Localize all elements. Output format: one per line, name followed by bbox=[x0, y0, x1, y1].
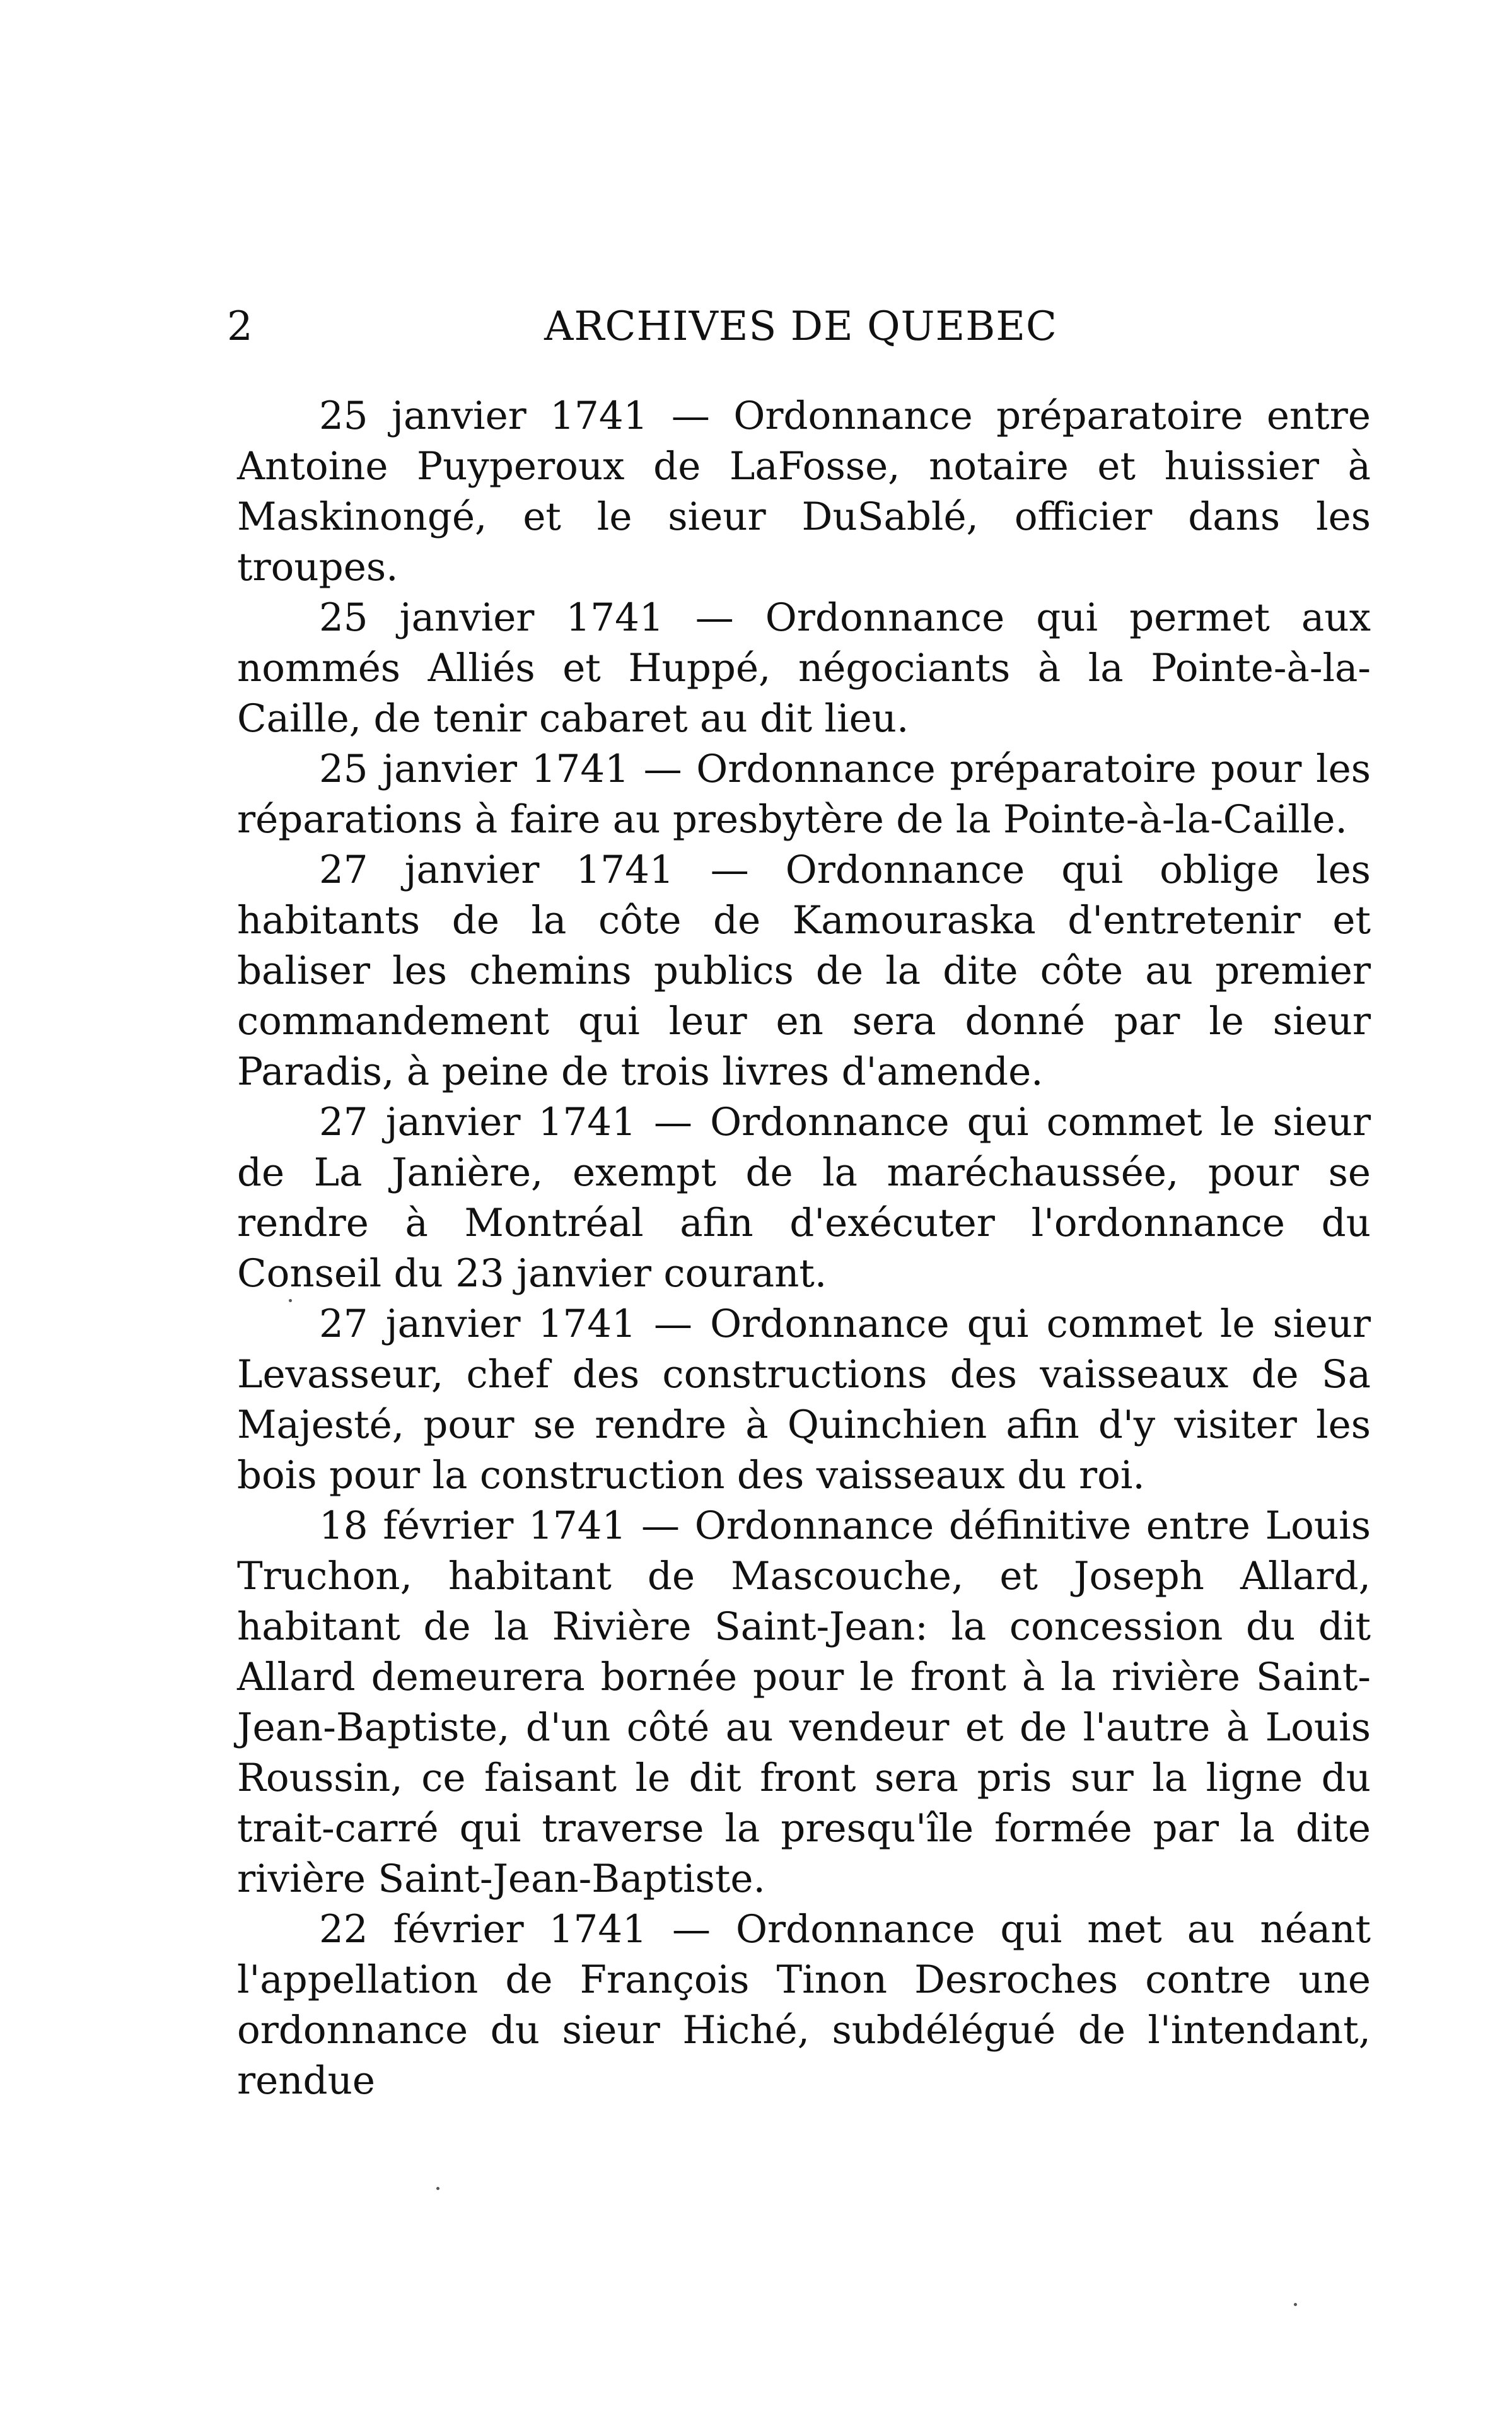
ordinance-entry: 18 février 1741 — Ordonnance définitive entre Louis Truchon, habitant de Mascouche, et Joseph Allard, habitant de la Rivière Saint-Jean: la concession du dit Allard demeurera bornée pour le front à la rivière Saint-Jean-Baptiste, d'un côté au vendeur et de l'autre à Louis Roussin, ce faisant le dit front sera pris sur la ligne du trait-carré qui traverse la presqu'île formée par la dite rivière Saint-Jean-Baptiste. bbox=[237, 1503, 1371, 1901]
page-number: 2 bbox=[227, 303, 253, 350]
page-header bbox=[227, 301, 1375, 352]
ordinance-entry: 25 janvier 1741 — Ordonnance qui permet aux nommés Alliés et Huppé, négociants à la Pointe-à-la-Caille, de tenir cabaret au dit lieu. bbox=[237, 595, 1371, 741]
ordinance-entry: 25 janvier 1741 — Ordonnance préparatoire entre Antoine Puyperoux de LaFosse, notaire et huissier à Maskinongé, et le sieur DuSablé, officier dans les troupes. bbox=[237, 393, 1371, 590]
scan-speck bbox=[436, 2187, 439, 2190]
ordinance-entry: 22 février 1741 — Ordonnance qui met au néant l'appellation de François Tinon Desroches contre une ordonnance du sieur Hiché, subdélégué de l'intendant, rendue bbox=[237, 1907, 1371, 2103]
ordinance-entry: 27 janvier 1741 — Ordonnance qui commet le sieur de La Janière, exempt de la maréchaussée, pour se rendre à Montréal afin d'exécuter l'ordonnance du Conseil du 23 janvier courant. bbox=[237, 1100, 1371, 1296]
running-title: ARCHIVES DE QUEBEC bbox=[544, 303, 1057, 350]
body-text bbox=[237, 391, 1371, 2106]
ordinance-entry: 25 janvier 1741 — Ordonnance préparatoire pour les réparations à faire au presbytère de la Pointe-à-la-Caille. bbox=[237, 747, 1371, 842]
scan-speck bbox=[1294, 2303, 1297, 2306]
ordinance-entry: 27 janvier 1741 — Ordonnance qui commet le sieur Levasseur, chef des constructions des vaisseaux de Sa Majesté, pour se rendre à Quinchien afin d'y visiter les bois pour la construction des vaisseaux du roi. bbox=[237, 1302, 1371, 1498]
ordinance-entry: 27 janvier 1741 — Ordonnance qui oblige les habitants de la côte de Kamouraska d'entretenir et baliser les chemins publics de la dite côte au premier commandement qui leur en sera donné par le sieur Paradis, à peine de trois livres d'amende. bbox=[237, 848, 1371, 1094]
